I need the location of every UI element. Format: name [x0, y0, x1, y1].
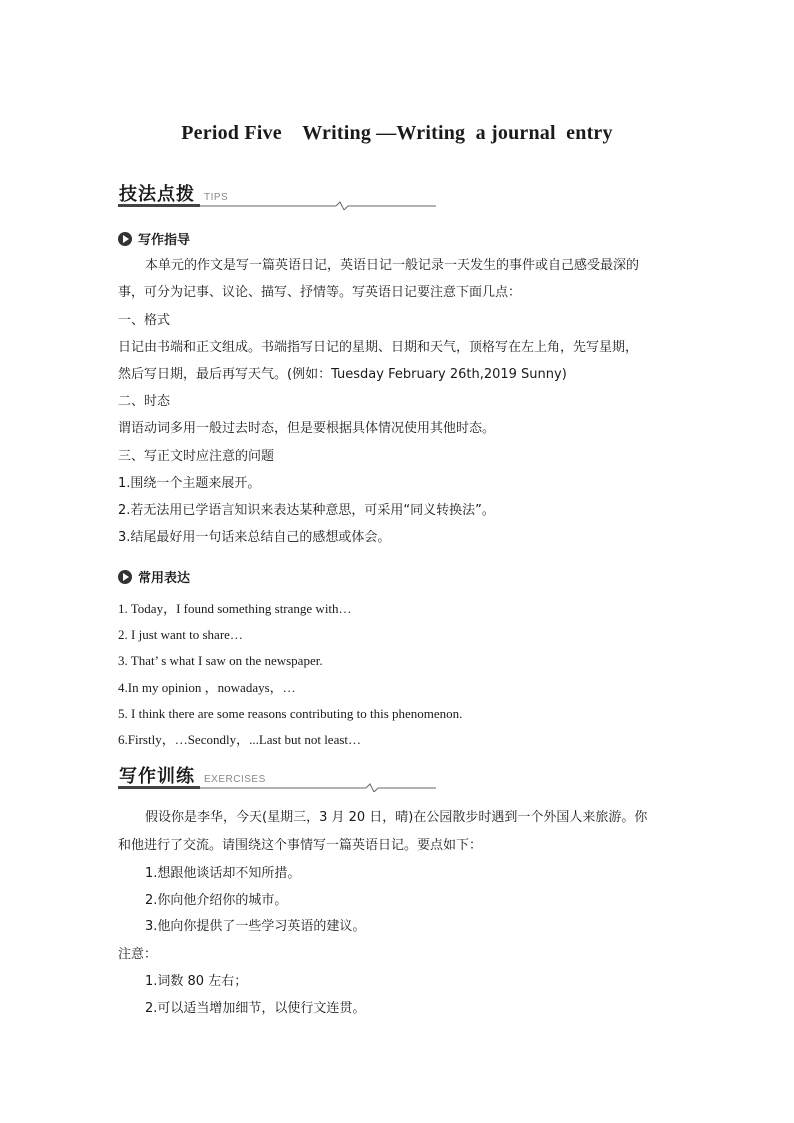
page-title: Period Five Writing —Writing a journal entry [181, 122, 613, 144]
point-item: 2.你向他介绍你的城市。 [145, 893, 288, 908]
format-line-1: 日记由书端和正文组成。书端指写日记的星期、日期和天气，顶格写在左上角，先写星期， [118, 340, 639, 355]
play-circle-icon [118, 232, 132, 246]
section-title-exercises: 写作训练 [119, 766, 195, 787]
note-heading: 注意： [118, 947, 158, 962]
note-item: 2.若无法用已学语言知识来表达某种意思，可采用“同义转换法”。 [118, 503, 495, 518]
subheading-common-expressions: 常用表达 [118, 567, 190, 586]
expression-item: 3. That’ s what I saw on the newspaper. [118, 653, 323, 668]
expression-item: 5. I think there are some reasons contributing to this phenomenon. [118, 706, 463, 721]
play-circle-icon [118, 570, 132, 584]
format-line-2: 然后写日期，最后再写天气。(例如：Tuesday February 26th,2019 Sunny) [118, 367, 567, 382]
point-item: 3.他向你提供了一些学习英语的建议。 [145, 919, 366, 934]
format-heading: 一、格式 [118, 313, 171, 328]
expression-item: 2. I just want to share… [118, 627, 243, 642]
prompt-line-2: 和他进行了交流。请围绕这个事情写一篇英语日记。要点如下： [118, 838, 483, 853]
exercise-note-item: 2.可以适当增加细节，以使行文连贯。 [145, 1001, 366, 1016]
section-header-exercises [118, 762, 438, 792]
point-item: 1.想跟他谈话却不知所措。 [145, 866, 301, 881]
section-tag-tips: TIPS [204, 192, 229, 203]
intro-line-1: 本单元的作文是写一篇英语日记，英语日记一般记录一天发生的事件或自己感受最深的 [145, 258, 640, 273]
note-item: 1.围绕一个主题来展开。 [118, 476, 261, 491]
tense-heading: 二、时态 [118, 394, 171, 409]
prompt-line-1: 假设你是李华，今天(星期三，3 月 20 日，晴)在公园散步时遇到一个外国人来旅游。你 [145, 810, 648, 825]
expression-item: 6.Firstly，…Secondly，...Last but not least… [118, 732, 362, 747]
exercise-note-item: 1.词数 80 左右； [145, 974, 248, 989]
section-tag-exercises: EXERCISES [204, 774, 266, 785]
section-title-tips: 技法点拨 [119, 184, 195, 205]
subheading-writing-guide: 写作指导 [118, 229, 190, 248]
intro-line-2: 事，可分为记事、议论、描写、抒情等。写英语日记要注意下面几点： [118, 285, 522, 300]
expression-item: 1. Today，I found something strange with… [118, 601, 352, 616]
note-item: 3.结尾最好用一句话来总结自己的感想或体会。 [118, 530, 391, 545]
expression-item: 4.In my opinion ，nowadays，… [118, 680, 296, 695]
notes-heading: 三、写正文时应注意的问题 [118, 449, 275, 464]
section-header-tips [118, 180, 438, 210]
tense-line-1: 谓语动词多用一般过去时态，但是要根据具体情况使用其他时态。 [118, 421, 496, 436]
